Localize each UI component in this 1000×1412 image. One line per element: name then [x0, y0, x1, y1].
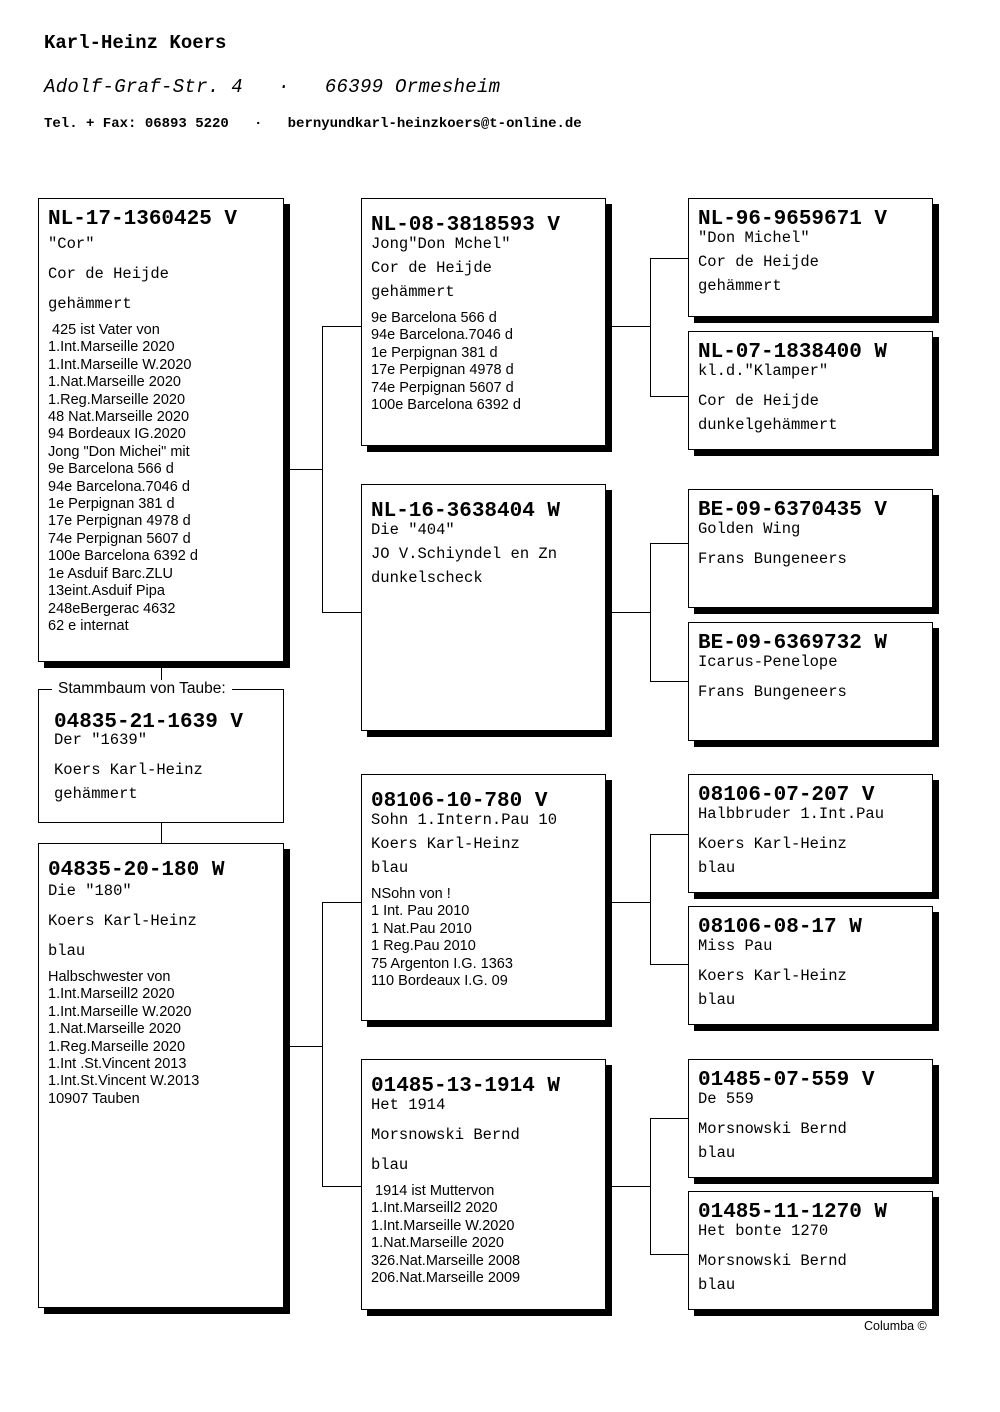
pigeon-name: kl.d."Klamper" — [698, 362, 829, 380]
ring-number: 08106-07-207 V — [698, 784, 875, 807]
connector — [650, 258, 651, 396]
pigeon-name: Die "404" — [371, 521, 455, 539]
pigeon-name: Het bonte 1270 — [698, 1222, 829, 1240]
breeder-name: Morsnowski Bernd — [698, 1120, 847, 1138]
connector — [289, 469, 322, 470]
ring-number: NL-08-3818593 V — [371, 214, 561, 237]
breeder-name: Morsnowski Bernd — [371, 1126, 520, 1144]
subject-card — [38, 689, 284, 823]
ring-number: 08106-08-17 W — [698, 916, 862, 939]
great-grandparent-card — [688, 622, 933, 741]
ring-number: 01485-11-1270 W — [698, 1201, 888, 1224]
connector — [650, 834, 689, 835]
connector — [650, 1118, 651, 1254]
breeder-name: Frans Bungeneers — [698, 550, 847, 568]
connector — [650, 834, 651, 964]
ring-number: 08106-10-780 V — [371, 790, 548, 813]
great-grandparent-card — [688, 331, 933, 450]
color: blau — [48, 942, 86, 960]
breeder-name: JO V.Schiyndel en Zn — [371, 545, 558, 563]
connector — [322, 1186, 362, 1187]
pigeon-name: Icarus-Penelope — [698, 653, 838, 671]
ring-number: 01485-13-1914 W — [371, 1075, 561, 1098]
results-notes: Halbschwester von 1.Int.Marseill2 2020 1.Int.Marseille W.2020 1.Nat.Marseille 2020 1.Reg.Marseille 2020 1.Int .St.Vincent 2013 1.Int.St.Vincent W.2013 10907 Tauben — [48, 969, 200, 1107]
breeder-name: Frans Bungeneers — [698, 683, 847, 701]
breeder-name: Morsnowski Bernd — [698, 1252, 847, 1270]
breeder-name: Cor de Heijde — [48, 265, 169, 283]
grandfather-paternal-card — [361, 198, 606, 446]
connector — [650, 1254, 689, 1255]
color: blau — [698, 1144, 736, 1162]
owner-address: Adolf-Graf-Str. 4 · 66399 Ormesheim — [44, 76, 501, 98]
ring-number: 04835-21-1639 V — [54, 711, 244, 734]
breeder-name: Cor de Heijde — [698, 253, 819, 271]
pigeon-name: Die "180" — [48, 882, 132, 900]
breeder-name: Koers Karl-Heinz — [698, 835, 847, 853]
color: blau — [371, 1156, 409, 1174]
owner-name: Karl-Heinz Koers — [44, 32, 227, 54]
connector — [650, 964, 689, 965]
pigeon-name: "Don Michel" — [698, 229, 810, 247]
connector — [322, 612, 362, 613]
great-grandparent-card — [688, 1059, 933, 1178]
great-grandparent-card — [688, 774, 933, 893]
connector — [611, 612, 650, 613]
connector — [322, 326, 323, 612]
color: blau — [698, 859, 736, 877]
pigeon-name: Jong"Don Mchel" — [371, 235, 511, 253]
results-notes: NSohn von ! 1 Int. Pau 2010 1 Nat.Pau 2010 1 Reg.Pau 2010 75 Argenton I.G. 1363 110 Bordeaux I.G. 09 — [371, 886, 513, 990]
father-card — [38, 198, 284, 662]
connector — [322, 326, 362, 327]
pigeon-name: Miss Pau — [698, 937, 773, 955]
ring-number: NL-96-9659671 V — [698, 208, 888, 231]
color: gehämmert — [371, 283, 455, 301]
pigeon-name: Golden Wing — [698, 520, 801, 538]
connector — [611, 326, 650, 327]
connector — [322, 902, 362, 903]
results-notes: 425 ist Vater von 1.Int.Marseille 2020 1.Int.Marseille W.2020 1.Nat.Marseille 2020 1.Reg.Marseille 2020 48 Nat.Marseille 2020 94 Bordeaux IG.2020 Jong "Don Michei" mit 9e Barcelona 566 d 94e Barcelona.7046 d 1e Perpignan 381 d 17e Perpignan 4978 d 74e Perpignan 5607 d 100e Barcelona 6392 d 1e Asduif Barc.ZLU 13eint.Asduif Pipa 248eBergerac 4632 62 e internat — [48, 322, 198, 634]
color: dunkelscheck — [371, 569, 483, 587]
connector — [650, 681, 689, 682]
connector — [289, 1046, 322, 1047]
color: blau — [698, 1276, 736, 1294]
copyright: Columba © — [864, 1319, 927, 1333]
ring-number: BE-09-6369732 W — [698, 632, 888, 655]
ring-number: BE-09-6370435 V — [698, 499, 888, 522]
connector — [650, 258, 689, 259]
connector — [611, 902, 650, 903]
connector — [650, 1118, 689, 1119]
great-grandparent-card — [688, 489, 933, 608]
color: dunkelgehämmert — [698, 416, 838, 434]
pigeon-name: Het 1914 — [371, 1096, 446, 1114]
connector — [650, 543, 651, 681]
ring-number: 04835-20-180 W — [48, 859, 225, 882]
grandfather-maternal-card — [361, 774, 606, 1021]
pigeon-name: "Cor" — [48, 235, 95, 253]
color: gehämmert — [698, 277, 782, 295]
connector — [611, 1186, 650, 1187]
connector — [161, 822, 162, 844]
breeder-name: Koers Karl-Heinz — [54, 761, 203, 779]
connector — [650, 396, 689, 397]
breeder-name: Cor de Heijde — [371, 259, 492, 277]
color: blau — [698, 991, 736, 1009]
pigeon-name: De 559 — [698, 1090, 754, 1108]
pigeon-name: Halbbruder 1.Int.Pau — [698, 805, 885, 823]
connector — [322, 902, 323, 1186]
results-notes: 1914 ist Muttervon 1.Int.Marseill2 2020 1.Int.Marseille W.2020 1.Nat.Marseille 2020 326.Nat.Marseille 2008 206.Nat.Marseille 2009 — [371, 1183, 521, 1287]
pigeon-name: Sohn 1.Intern.Pau 10 — [371, 811, 558, 829]
great-grandparent-card — [688, 906, 933, 1025]
grandmother-paternal-card — [361, 484, 606, 731]
color: gehämmert — [54, 785, 138, 803]
breeder-name: Koers Karl-Heinz — [48, 912, 197, 930]
great-grandparent-card — [688, 1191, 933, 1310]
great-grandparent-card — [688, 198, 933, 317]
color: gehämmert — [48, 295, 132, 313]
ring-number: 01485-07-559 V — [698, 1069, 875, 1092]
ring-number: NL-16-3638404 W — [371, 500, 561, 523]
color: blau — [371, 859, 409, 877]
connector — [650, 543, 689, 544]
owner-contact: Tel. + Fax: 06893 5220 · bernyundkarl-heinzkoers@t-online.de — [44, 116, 582, 132]
pedigree-label: Stammbaum von Taube: — [52, 680, 232, 698]
grandmother-maternal-card — [361, 1059, 606, 1310]
ring-number: NL-17-1360425 V — [48, 208, 238, 231]
results-notes: 9e Barcelona 566 d 94e Barcelona.7046 d 1e Perpignan 381 d 17e Perpignan 4978 d 74e Perpignan 5607 d 100e Barcelona 6392 d — [371, 310, 521, 414]
pigeon-name: Der "1639" — [54, 731, 148, 749]
mother-card — [38, 843, 284, 1308]
breeder-name: Koers Karl-Heinz — [371, 835, 520, 853]
breeder-name: Koers Karl-Heinz — [698, 967, 847, 985]
ring-number: NL-07-1838400 W — [698, 341, 888, 364]
breeder-name: Cor de Heijde — [698, 392, 819, 410]
